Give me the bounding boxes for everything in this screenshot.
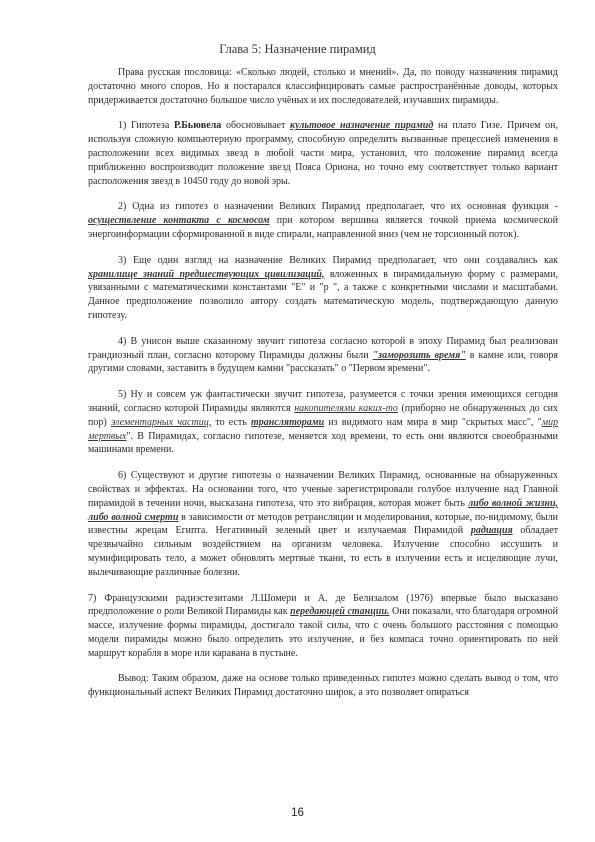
intro-paragraph: Права русская пословица: «Сколько людей, столько и мнений». Да, по поводу назначения пирамид достаточно много споров. Но я постарался классифицировать самые распространённые доводы, которых придерживается достаточно большое число учёных и их последователей, изучавших пирамиды. xyxy=(88,67,558,106)
p6-text-a: 6) Существуют и другие гипотезы о назначении Великих Пирамид, основанные на обнаруженных свойствах и эффектах. На основании того, что ученые зарегистрировали голубое излучение над Главной пирамидой в течении ночи, высказана гипотеза, что это вибрация, которая может быть xyxy=(88,470,558,509)
p1-text-e: на плато Гизе. Причем он, используя сложную компьютерную программу, способную определить вызванные прецессией изменения в расположении всех видимых звезд в любой части мира, установил, что положение пирамид всегда приближенно воспроизводит положение звезд Пояса Ориона, но точно ему соответствует только вариант расположения звезд в 10450 году до новой эры. xyxy=(88,120,558,187)
p2-emphasis: осуществление контакта с космосом xyxy=(88,215,270,227)
p6-emphasis-2: радиация xyxy=(470,525,513,537)
conclusion-paragraph: Вывод: Таким образом, даже на основе только приведенных гипотез можно сделать вывод о том, что функциональный аспект Великих Пирамид достаточно широк, а это позволяет опираться xyxy=(88,673,558,699)
p5-text-i: ". В Пирамидах, согласно гипотезе, меняется ход времени, то есть они являются своеобразными машинами времени. xyxy=(88,430,558,456)
hypothesis-6-paragraph xyxy=(88,469,558,579)
p5-text-g: из видимого нам мира в мир "скрытых масс", " xyxy=(328,416,542,428)
hypothesis-4-paragraph xyxy=(88,335,558,376)
p5-text-c: (приборно не обнаруженных до сих пор) xyxy=(88,402,558,428)
p5-emphasis-1: накопителями каких-то xyxy=(294,402,398,414)
chapter-title: Глава 5: Назначение пирамид xyxy=(219,42,376,56)
p7-text-c: Они показали, что благодаря огромной массе, излучение формы пирамиды, достигало такой силы, что с очень большого расстояния с помощью модели пирамиды можно было определить это излучение, и без компаса точно ориентировать по ней маршрут корабля в море или каравана в пустыне. xyxy=(88,606,559,659)
p7-text-a: 7) Французскими радиэстезитами Л.Шомери и А. де Белизалом (1976) впервые было высказано предположение о роли Великой Пирамиды как xyxy=(88,592,558,618)
p1-text-a: 1) Гипотеза xyxy=(118,120,170,132)
hypothesis-3-paragraph xyxy=(88,254,558,323)
p4-emphasis: "заморозить время" xyxy=(372,349,466,361)
p5-text-a: 5) Ну и совсем уж фантастически звучит гипотеза, разумеется с точки зрения имеющихся сегодня знаний, согласно которой Пирамиды являются xyxy=(88,389,558,414)
p5-emphasis-3: трансляторами xyxy=(251,416,325,428)
p6-emphasis-1: либо волной жизни, либо волной смерти xyxy=(88,497,559,523)
p4-text-c: в камне или, говоря другими словами, заставить в будущем камни "рассказать" о "Первом времени". xyxy=(88,349,558,375)
p5-emphasis-2: элементарных частиц, xyxy=(110,416,212,428)
p3-emphasis: хранилище знаний предшествующих цивилизаций, xyxy=(88,268,325,280)
hypothesis-1-paragraph xyxy=(88,119,558,188)
p5-text-e: то есть xyxy=(215,416,247,428)
p6-text-e: обладает чрезвычайно сильным воздействием на организм человека. Излучение способно иссушить и мумифицировать тело, а может обновлять мертвые ткани, то есть в излучении есть и исцеляющие лучи, вылечивающие различные болезни. xyxy=(88,525,559,578)
p1-emphasis: культовое назначение пирамид xyxy=(290,120,434,132)
p3-text-c: вложенных в пирамидальную форму с размерами, увязанными с математическими константами "Е" и "р ", а также с конкретными числами и масштабами. Данное предположение позволило автору создать математическую модель, подтверждающую данную гипотезу. xyxy=(88,268,558,321)
p1-text-c: обосновывает xyxy=(225,120,286,132)
p2-text-c: при котором вершина является точкой приема космической энергоинформации сформированной в виде спирали, направленной вниз (чем не торсионный поток). xyxy=(88,215,558,240)
hypothesis-7-paragraph xyxy=(88,592,558,661)
hypothesis-5-paragraph xyxy=(88,388,558,457)
p2-text-a: 2) Одна из гипотез о назначении Великих Пирамид предполагает, что их основная функция - xyxy=(118,201,558,213)
p1-author: Р.Бьювела xyxy=(173,120,222,132)
hypothesis-2-paragraph xyxy=(88,200,558,241)
p4-text-a: 4) В унисон выше сказанному звучит гипотеза согласно которой в эпоху Пирамид был реализован грандиозный план, согласно которому Пирамиды должны были xyxy=(88,335,558,361)
p3-text-a: 3) Еще один взгляд на назначение Великих Пирамид предполагает, что они создавались как xyxy=(118,254,558,266)
p7-emphasis: передающей станции. xyxy=(290,606,390,618)
p6-text-c: в зависимости от методов ретрансляции и моделирования, которые, по-видимому, были известны жрецам Египта. Негативный зеленый цвет и излучаемая Пирамидой xyxy=(88,511,558,537)
document-body xyxy=(88,66,558,700)
page-number: 16 xyxy=(291,807,304,819)
p5-emphasis-4: мир мертвых xyxy=(88,416,559,442)
